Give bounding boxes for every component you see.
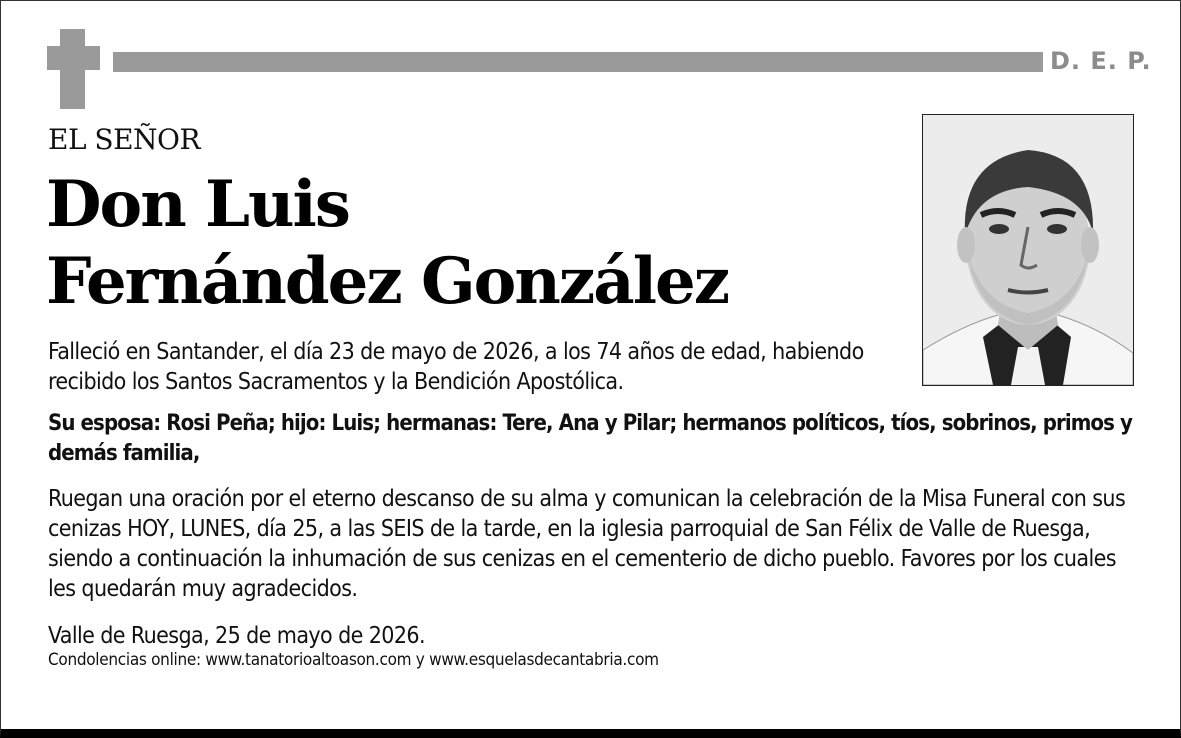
death-notice: Falleció en Santander, el día 23 de mayo de 2026, a los 74 años de edad, habiendo recibido los Santos Sacramentos y la Bendición Apostólica. (48, 339, 864, 395)
place-date: Valle de Ruesga, 25 de mayo de 2026. (48, 623, 425, 649)
service-details: Ruegan una oración por el eterno descanso de su alma y comunican la celebración de la Misa Funeral con sus cenizas HOY, LUNES, día 25, a las SEIS de la tarde, en la iglesia parroquial de San Félix de Valle de Ruesga, siendo a continuación la inhumación de sus cenizas en el cementerio de dicho pueblo. Favores por los cuales les quedarán muy agradecidos. (48, 486, 1126, 602)
dep-label: D. E. P. (1050, 47, 1152, 75)
deceased-name (46, 166, 728, 320)
honorific: EL SEÑOR (48, 123, 201, 156)
family-list: Su esposa: Rosi Peña; hijo: Luis; hermanas: Tere, Ana y Pilar; hermanos políticos, tíos, sobrinos, primos y demás familia, (48, 411, 1132, 466)
header-rule (113, 52, 1043, 72)
condolences-info: Condolencias online: www.tanatorioaltoason.com y www.esquelasdecantabria.com (48, 650, 659, 670)
portrait-photo (922, 114, 1134, 386)
name-line-2: Fernández González (46, 244, 729, 319)
name-line-1: Don Luis (46, 167, 349, 242)
